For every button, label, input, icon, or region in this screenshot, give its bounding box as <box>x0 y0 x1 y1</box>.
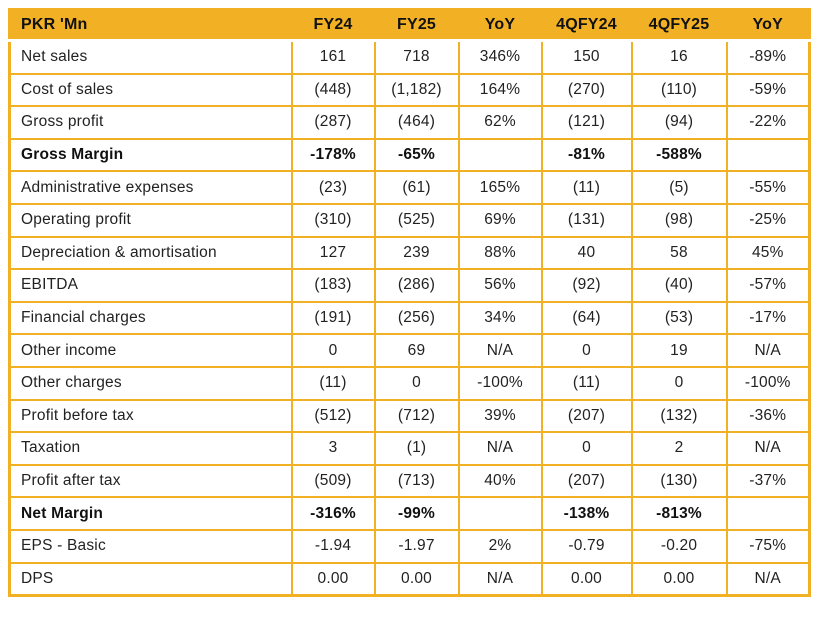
cell-value: (713) <box>375 465 459 498</box>
cell-value: (61) <box>375 171 459 204</box>
row-label: Net sales <box>10 41 292 74</box>
cell-value: N/A <box>459 334 542 367</box>
row-label: Cost of sales <box>10 74 292 107</box>
table-row <box>10 269 810 302</box>
table-row <box>10 530 810 563</box>
cell-value: -17% <box>727 302 810 335</box>
cell-value: (207) <box>542 465 632 498</box>
table-row <box>10 465 810 498</box>
cell-value: 2 <box>632 432 727 465</box>
cell-value: -59% <box>727 74 810 107</box>
cell-value: 40% <box>459 465 542 498</box>
cell-value <box>459 139 542 172</box>
cell-value: (92) <box>542 269 632 302</box>
cell-value: 0 <box>542 432 632 465</box>
cell-value: (5) <box>632 171 727 204</box>
column-header: 4QFY25 <box>632 10 727 41</box>
cell-value: (11) <box>292 367 375 400</box>
cell-value: (130) <box>632 465 727 498</box>
row-label: DPS <box>10 563 292 596</box>
row-label: Profit before tax <box>10 400 292 433</box>
row-label: Administrative expenses <box>10 171 292 204</box>
cell-value: (53) <box>632 302 727 335</box>
table-row <box>10 41 810 74</box>
cell-value: (110) <box>632 74 727 107</box>
cell-value: N/A <box>459 432 542 465</box>
cell-value: (191) <box>292 302 375 335</box>
cell-value: 19 <box>632 334 727 367</box>
row-label: Depreciation & amortisation <box>10 237 292 270</box>
table-row <box>10 563 810 596</box>
cell-value: 0.00 <box>375 563 459 596</box>
cell-value: -138% <box>542 497 632 530</box>
cell-value: (40) <box>632 269 727 302</box>
column-header: 4QFY24 <box>542 10 632 41</box>
cell-value: (98) <box>632 204 727 237</box>
cell-value: -100% <box>459 367 542 400</box>
cell-value: 34% <box>459 302 542 335</box>
column-header: FY24 <box>292 10 375 41</box>
cell-value: 0.00 <box>542 563 632 596</box>
cell-value: (94) <box>632 106 727 139</box>
cell-value: N/A <box>727 432 810 465</box>
cell-value: 0 <box>542 334 632 367</box>
cell-value: 150 <box>542 41 632 74</box>
row-label: Gross Margin <box>10 139 292 172</box>
cell-value: (64) <box>542 302 632 335</box>
cell-value <box>459 497 542 530</box>
cell-value: (525) <box>375 204 459 237</box>
cell-value: -36% <box>727 400 810 433</box>
table-row <box>10 432 810 465</box>
cell-value: (310) <box>292 204 375 237</box>
cell-value: (1) <box>375 432 459 465</box>
cell-value: (256) <box>375 302 459 335</box>
cell-value: (448) <box>292 74 375 107</box>
cell-value: -25% <box>727 204 810 237</box>
cell-value: 3 <box>292 432 375 465</box>
table-row <box>10 334 810 367</box>
row-label: Other income <box>10 334 292 367</box>
cell-value: (11) <box>542 367 632 400</box>
cell-value: 718 <box>375 41 459 74</box>
cell-value: -37% <box>727 465 810 498</box>
cell-value: 39% <box>459 400 542 433</box>
cell-value: 0 <box>292 334 375 367</box>
cell-value: (207) <box>542 400 632 433</box>
cell-value: 56% <box>459 269 542 302</box>
cell-value: 165% <box>459 171 542 204</box>
row-label: Operating profit <box>10 204 292 237</box>
cell-value: N/A <box>459 563 542 596</box>
row-label: EBITDA <box>10 269 292 302</box>
cell-value: -57% <box>727 269 810 302</box>
cell-value: 239 <box>375 237 459 270</box>
column-header: YoY <box>727 10 810 41</box>
row-label: Financial charges <box>10 302 292 335</box>
cell-value: -55% <box>727 171 810 204</box>
cell-value: 164% <box>459 74 542 107</box>
cell-value: (183) <box>292 269 375 302</box>
cell-value: -0.79 <box>542 530 632 563</box>
cell-value: 346% <box>459 41 542 74</box>
cell-value: (1,182) <box>375 74 459 107</box>
table-row <box>10 237 810 270</box>
table-row <box>10 497 810 530</box>
header-row <box>10 10 810 41</box>
table-row <box>10 400 810 433</box>
cell-value: -1.94 <box>292 530 375 563</box>
cell-value: -99% <box>375 497 459 530</box>
table-row <box>10 204 810 237</box>
cell-value: 0 <box>632 367 727 400</box>
table-body <box>10 41 810 596</box>
cell-value: 0.00 <box>632 563 727 596</box>
table-row <box>10 367 810 400</box>
cell-value: (286) <box>375 269 459 302</box>
financial-results-table <box>8 8 811 597</box>
row-label: Gross profit <box>10 106 292 139</box>
column-header: YoY <box>459 10 542 41</box>
table-row <box>10 139 810 172</box>
cell-value: -588% <box>632 139 727 172</box>
cell-value: -813% <box>632 497 727 530</box>
table-row <box>10 302 810 335</box>
cell-value <box>727 497 810 530</box>
row-label: Other charges <box>10 367 292 400</box>
cell-value: 69 <box>375 334 459 367</box>
cell-value: 40 <box>542 237 632 270</box>
cell-value: (512) <box>292 400 375 433</box>
cell-value: 62% <box>459 106 542 139</box>
cell-value: -22% <box>727 106 810 139</box>
table-row <box>10 171 810 204</box>
cell-value: -316% <box>292 497 375 530</box>
cell-value: 58 <box>632 237 727 270</box>
cell-value: 161 <box>292 41 375 74</box>
financial-results-table-wrap <box>8 8 811 597</box>
cell-value: (464) <box>375 106 459 139</box>
cell-value: 127 <box>292 237 375 270</box>
cell-value: -89% <box>727 41 810 74</box>
cell-value: 45% <box>727 237 810 270</box>
cell-value <box>727 139 810 172</box>
cell-value: -1.97 <box>375 530 459 563</box>
table-row <box>10 74 810 107</box>
cell-value: -0.20 <box>632 530 727 563</box>
cell-value: -81% <box>542 139 632 172</box>
cell-value: (132) <box>632 400 727 433</box>
cell-value: (712) <box>375 400 459 433</box>
cell-value: (509) <box>292 465 375 498</box>
cell-value: N/A <box>727 334 810 367</box>
cell-value: 0 <box>375 367 459 400</box>
cell-value: (121) <box>542 106 632 139</box>
cell-value: (287) <box>292 106 375 139</box>
cell-value: N/A <box>727 563 810 596</box>
row-label: Taxation <box>10 432 292 465</box>
table-row <box>10 106 810 139</box>
row-label: Profit after tax <box>10 465 292 498</box>
column-header: FY25 <box>375 10 459 41</box>
cell-value: 16 <box>632 41 727 74</box>
cell-value: 69% <box>459 204 542 237</box>
cell-value: -65% <box>375 139 459 172</box>
row-label: EPS - Basic <box>10 530 292 563</box>
cell-value: -75% <box>727 530 810 563</box>
cell-value: -100% <box>727 367 810 400</box>
column-header-unit: PKR 'Mn <box>10 10 292 41</box>
row-label: Net Margin <box>10 497 292 530</box>
cell-value: (131) <box>542 204 632 237</box>
cell-value: -178% <box>292 139 375 172</box>
cell-value: (23) <box>292 171 375 204</box>
cell-value: 88% <box>459 237 542 270</box>
cell-value: 0.00 <box>292 563 375 596</box>
cell-value: 2% <box>459 530 542 563</box>
cell-value: (11) <box>542 171 632 204</box>
table-header <box>10 10 810 41</box>
cell-value: (270) <box>542 74 632 107</box>
